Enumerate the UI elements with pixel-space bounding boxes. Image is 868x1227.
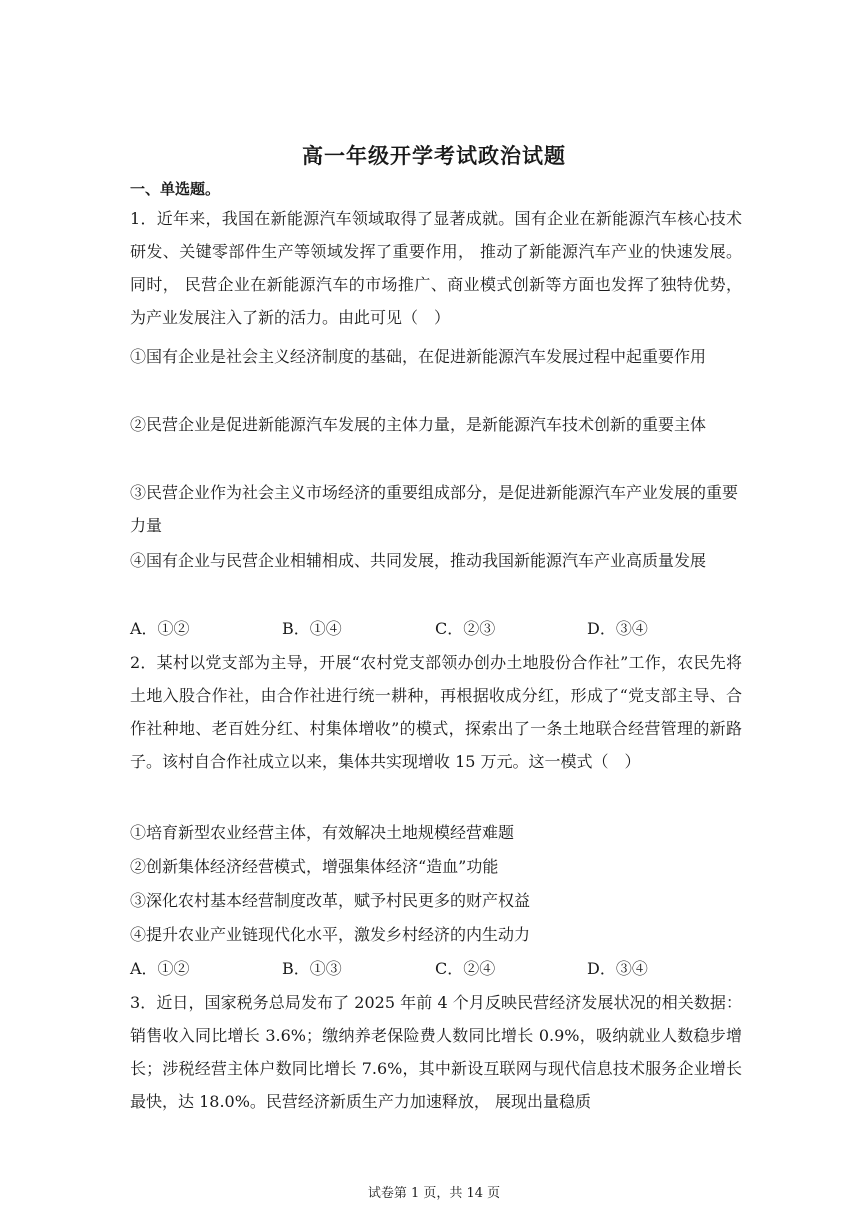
section-heading: 一、单选题。	[130, 180, 221, 198]
question-1-stem: 1．近年来，我国在新能源汽车领域取得了显著成就。国有企业在新能源汽车核心技术研发、关键零部件生产等领域发挥了重要作用， 推动了新能源汽车产业的快速发展。同时， 民营企业在新能源汽车的市场推广、商业模式创新等方面也发挥了独特优势，为产业发展注入了新的活力。由此可见（ ）	[130, 209, 742, 327]
question-3-stem: 3．近日，国家税务总局发布了 2025 年前 4 个月反映民营经济发展状况的相关数据：销售收入同比增长 3.6%；缴纳养老保险费人数同比增长 0.9%，吸纳就业人数稳步增长；涉税经营主体户数同比增长 7.6%，其中新设互联网与现代信息技术服务企业增长最快，达 18.0%。民营经济新质生产力加速释放， 展现出量稳质	[130, 993, 742, 1111]
question-2-stem: 2．某村以党支部为主导，开展“农村党支部领办创办土地股份合作社”工作，农民先将土地入股合作社，由合作社进行统一耕种，再根据收成分红，形成了“党支部主导、合作社种地、老百姓分红、村集体增收”的模式，探索出了一条土地联合经营管理的新路子。该村自合作社成立以来，集体共实现增收 15 万元。这一模式（ ）	[130, 653, 742, 771]
question-2-option-1: ①培育新型农业经营主体，有效解决土地规模经营难题	[130, 823, 515, 842]
question-2-answers	[130, 952, 742, 985]
page-footer: 试卷第 1 页，共 14 页	[367, 1186, 501, 1201]
answer-choice-d: D．③④	[587, 619, 648, 638]
question-1-option-3: ③民营企业作为社会主义市场经济的重要组成部分，是促进新能源汽车产业发展的重要力量	[130, 483, 739, 535]
question-1-option-4: ④国有企业与民营企业相辅相成、共同发展，推动我国新能源汽车产业高质量发展	[130, 551, 707, 570]
answer-choice-d: D．③④	[587, 959, 648, 978]
page-title: 高一年级开学考试政治试题	[302, 143, 566, 168]
question-2-option-3: ③深化农村基本经营制度改革，赋予村民更多的财产权益	[130, 891, 531, 910]
answer-choice-a: A．①②	[130, 619, 190, 638]
answer-choice-c: C．②④	[435, 959, 496, 978]
question-1-answers	[130, 612, 742, 645]
answer-choice-b: B．①③	[282, 959, 342, 978]
answer-choice-a: A．①②	[130, 959, 190, 978]
question-2-option-4: ④提升农业产业链现代化水平，激发乡村经济的内生动力	[130, 925, 531, 944]
question-1-option-2: ②民营企业是促进新能源汽车发展的主体力量，是新能源汽车技术创新的重要主体	[130, 415, 707, 434]
question-2-option-2: ②创新集体经济经营模式，增强集体经济“造血”功能	[130, 857, 499, 876]
question-1-option-1: ①国有企业是社会主义经济制度的基础，在促进新能源汽车发展过程中起重要作用	[130, 347, 707, 366]
answer-choice-c: C．②③	[435, 619, 496, 638]
answer-choice-b: B．①④	[282, 619, 342, 638]
